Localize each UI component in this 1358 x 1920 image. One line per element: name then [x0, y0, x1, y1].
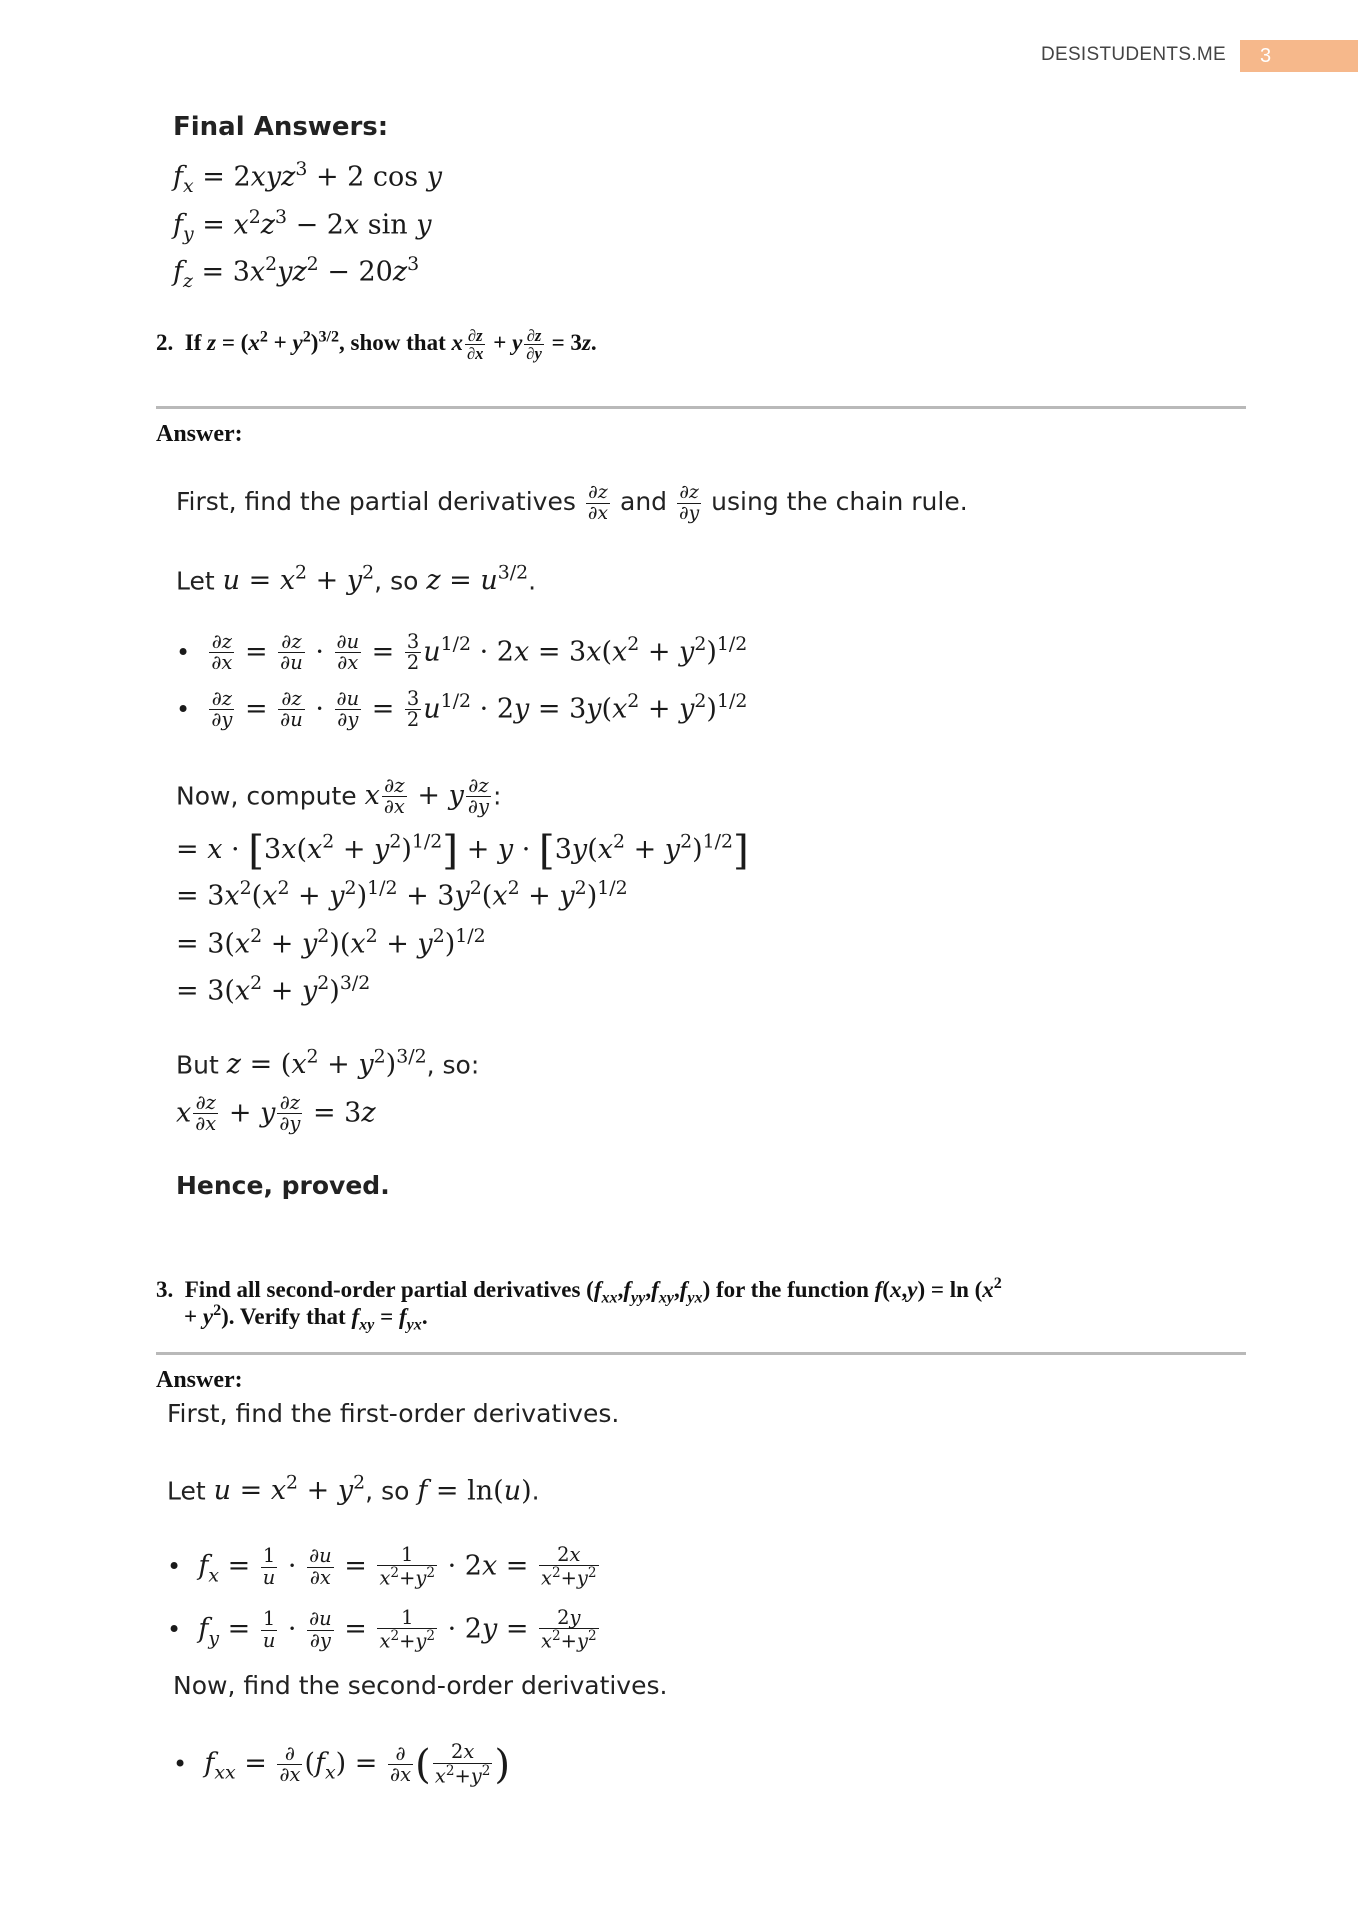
answer2-compute-label: Now, compute x $\frac{\partial z}{\partial x}$ + y $\frac{\partial z}{\partial y}$ :: [176, 774, 502, 819]
question-2: 2. If $z = (x^2 + y^2)^{3/2}$, show that x $\frac{\partial z}{\partial x}$ + y $\frac{\partial z}{\partial y}$ = 3z.: [156, 326, 597, 364]
answer2-bullet-dzdx: • $\frac{\partial z}{\partial x}$ = $\frac{\partial z}{\partial u}$ · $\frac{\partial u}{\partial x}$ = $\frac{3}{2}$ $u^{1/2} \cdot 2x = 3x(x^2 + y^2)^{1/2}$: [176, 630, 748, 675]
answer2-step-3: = $3(x^2 + y^2)(x^2 + y^2)^{1/2}$: [176, 925, 486, 960]
question-3-line-2: + $y^2$). Verify that $f_{xy} = f_{yx}$.: [184, 1302, 428, 1334]
site-name: DESISTUDENTS.ME: [1040, 44, 1226, 65]
answer2-step-1: = $x \cdot [3x(x^2 + y^2)^{1/2}] + y \cdot [3y(x^2 + y^2)^{1/2}]$: [176, 826, 749, 874]
divider: [156, 1352, 1246, 1355]
divider: [156, 406, 1246, 409]
answer2-result: x $\frac{\partial z}{\partial x}$ + y $\frac{\partial z}{\partial y}$ = 3z: [176, 1091, 376, 1136]
answer2-but-line: But $z = (x^2 + y^2)^{3/2}$, so:: [176, 1046, 480, 1081]
answer2-step-2: = $3x^2(x^2 + y^2)^{1/2} + 3y^2(x^2 + y^2)^{1/2}$: [176, 877, 628, 912]
final-answers-heading: Final Answers:: [173, 112, 389, 142]
answer-label: Answer:: [156, 1367, 243, 1393]
answer-label: Answer:: [156, 421, 243, 447]
answer3-bullet-fxx: • $f_{xx}$ = $\frac{\partial}{\partial x}$ $(f_x)$ = $\frac{\partial}{\partial x}$ ( $\frac{2x}{x^2+y^2}$ ): [173, 1740, 511, 1788]
answer2-step-4: = $3(x^2 + y^2)^{3/2}$: [176, 972, 371, 1007]
final-answer-fy: $f_y = x^2z^3 - 2x$ sin y: [173, 206, 432, 245]
answer3-intro: First, find the first-order derivatives.: [167, 1399, 620, 1428]
answer2-let-line: Let $u = x^2 + y^2$, so $z = u^{3/2}$.: [176, 562, 537, 597]
answer2-bullet-dzdy: • $\frac{\partial z}{\partial y}$ = $\frac{\partial z}{\partial u}$ · $\frac{\partial u}{\partial y}$ = $\frac{3}{2}$ $u^{1/2} \cdot 2y = 3y(x^2 + y^2)^{1/2}$: [176, 687, 748, 732]
final-answer-fz: $f_z = 3x^2yz^2 - 20z^3$: [173, 253, 420, 292]
answer3-second-intro: Now, find the second-order derivatives.: [173, 1671, 668, 1700]
answer3-let-line: Let $u = x^2 + y^2$, so f = ln(u).: [167, 1472, 540, 1507]
page-number: 3: [1240, 40, 1358, 72]
answer2-conclusion: Hence, proved.: [176, 1171, 390, 1200]
question-3-line-1: 3. Find all second-order partial derivatives $(f_{xx},f_{yy},f_{xy},f_{yx})$ for the function $f(x,y) = \ln (x^2$: [156, 1275, 1002, 1307]
answer3-bullet-fx: • $f_x$ = $\frac{1}{u}$ · $\frac{\partial u}{\partial x}$ = $\frac{1}{x^2+y^2}$ · 2x = $\frac{2x}{x^2+y^2}$: [167, 1543, 597, 1590]
answer2-intro: First, find the partial derivatives $\frac{\partial z}{\partial x}$ and $\frac{\partial z}{\partial y}$ using the chain rule.: [176, 482, 968, 524]
answer3-bullet-fy: • $f_y$ = $\frac{1}{u}$ · $\frac{\partial u}{\partial y}$ = $\frac{1}{x^2+y^2}$ · 2y = $\frac{2y}{x^2+y^2}$: [167, 1606, 597, 1653]
final-answer-fx: $f_x = 2xyz^3 + 2$ cos y: [173, 158, 443, 197]
